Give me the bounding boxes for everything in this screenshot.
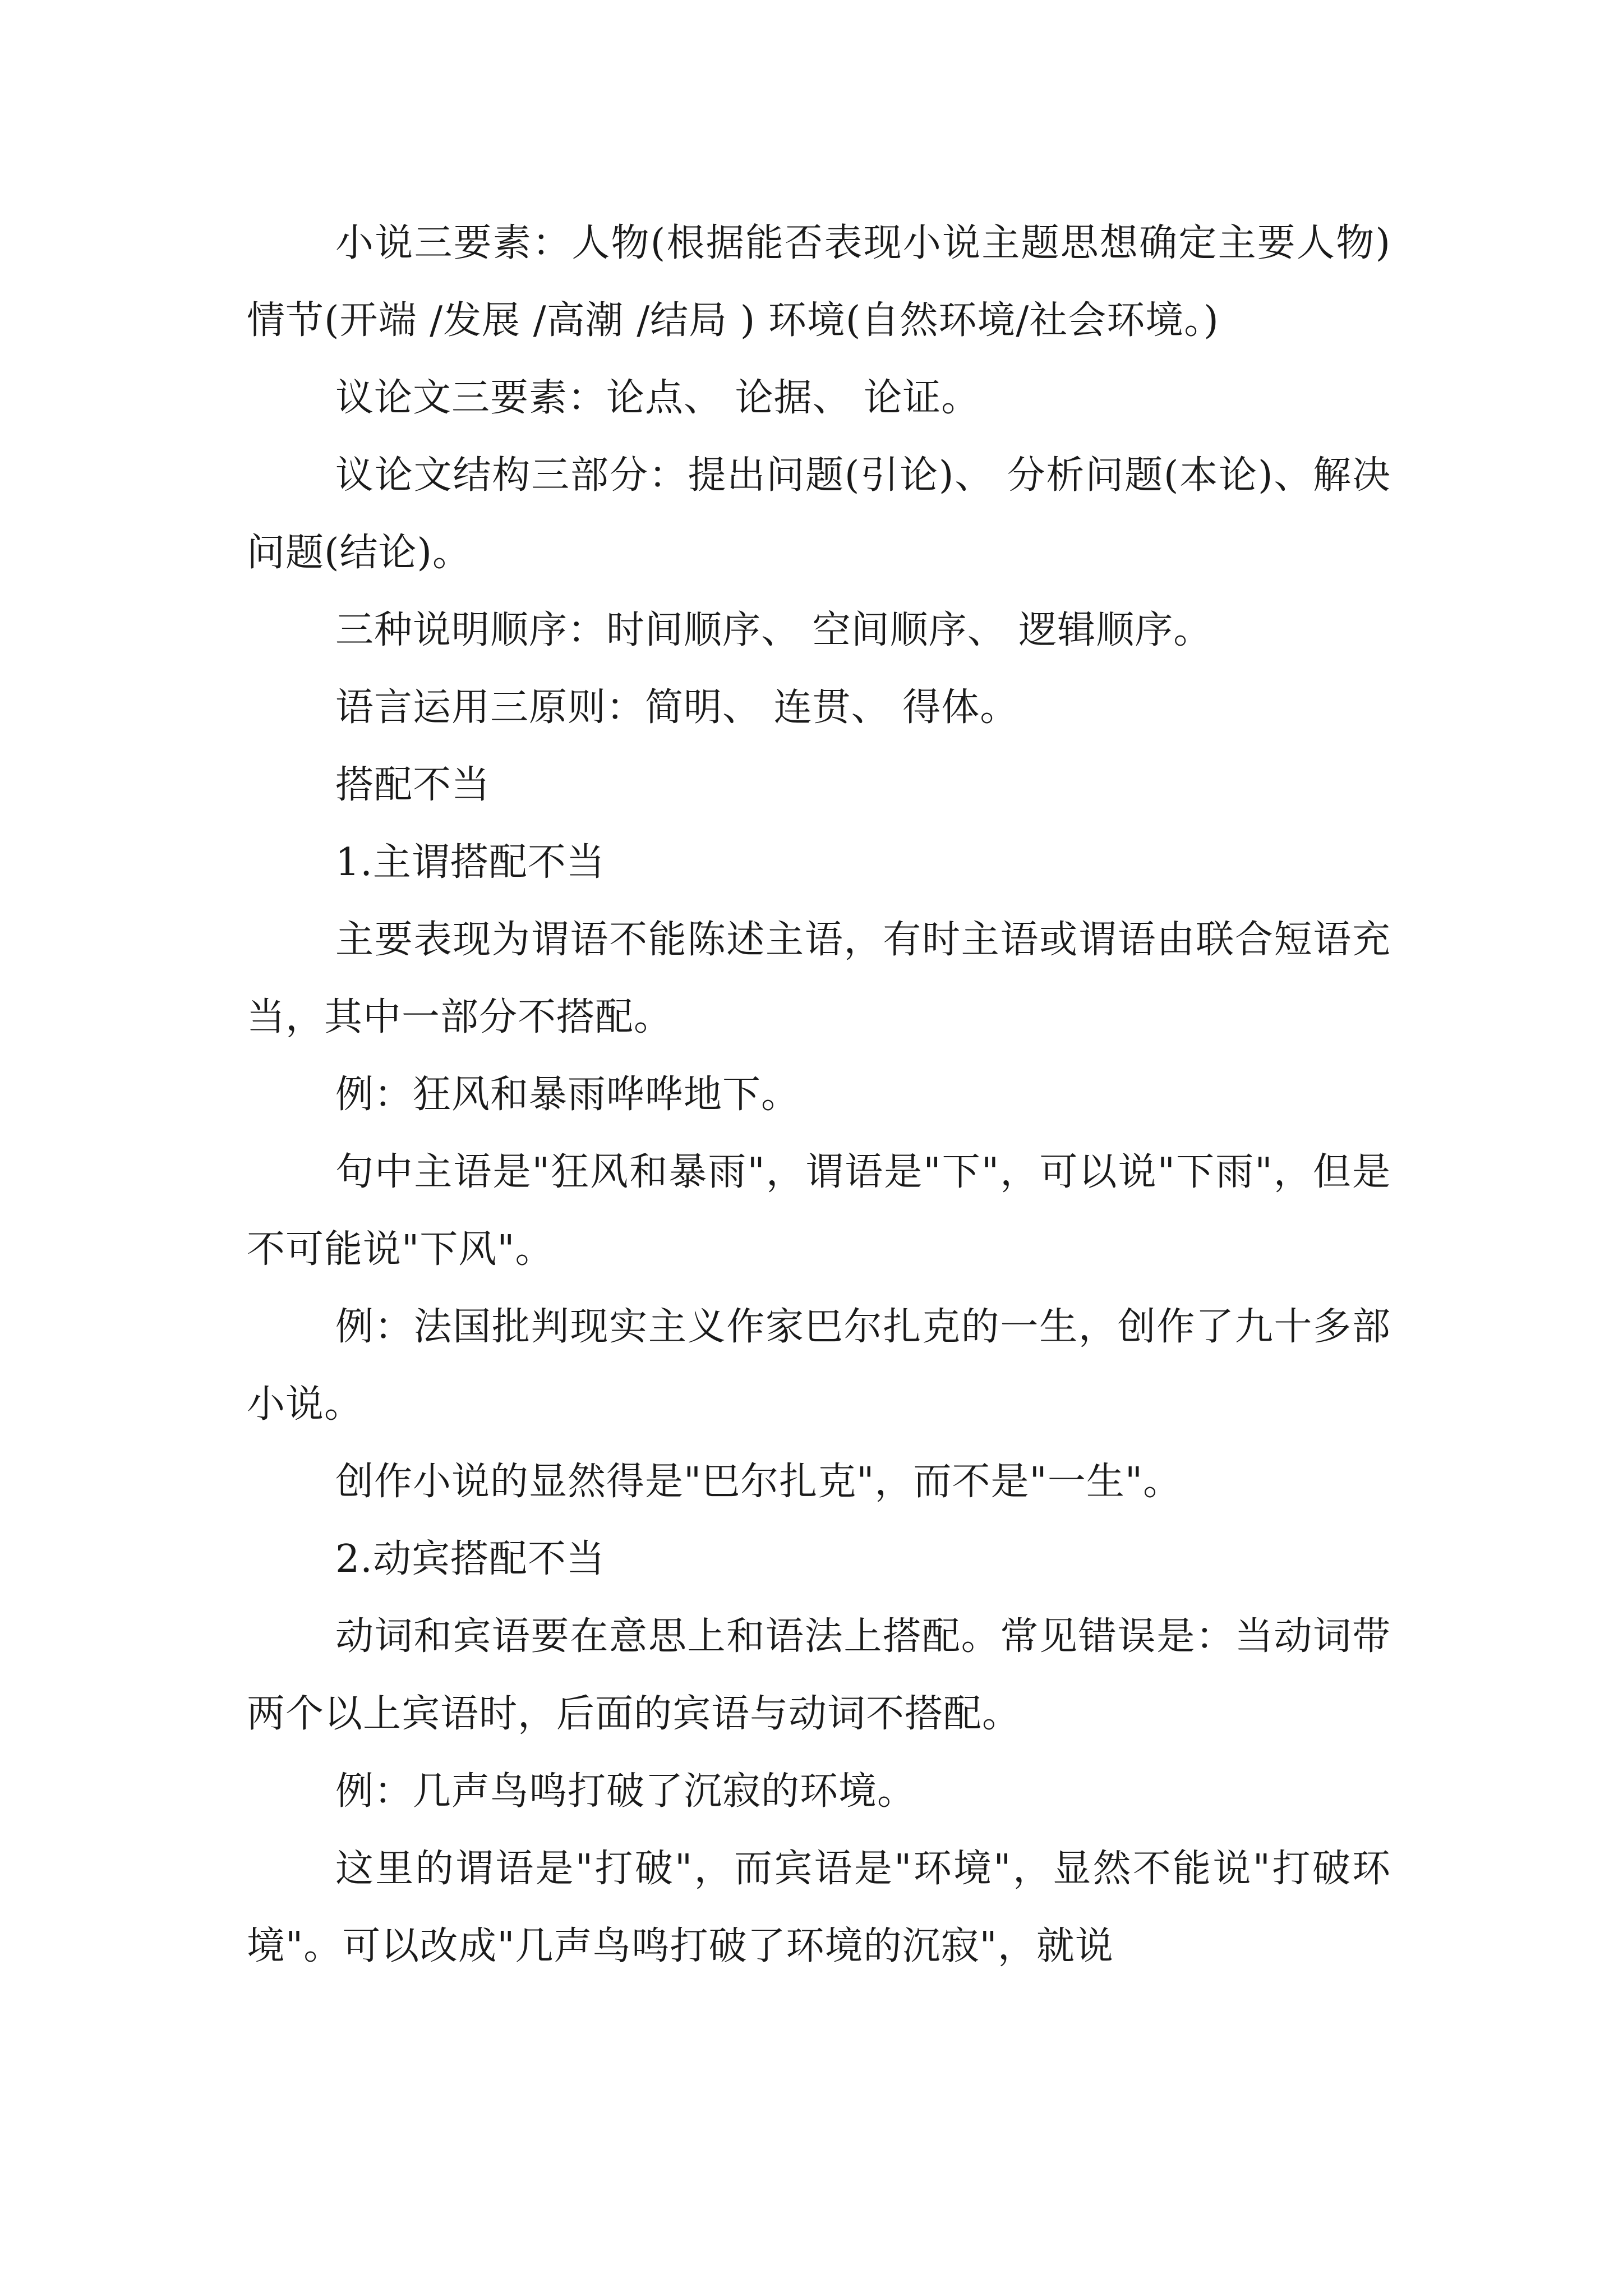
- subheading-subject-predicate: 1.主谓搭配不当: [335, 840, 605, 885]
- example-bird-calls: 例：几声鸟鸣打破了沉寂的环境。: [335, 1769, 916, 1814]
- document-body: [247, 205, 1391, 1985]
- paragraph-argument-elements: 议论文三要素：论点、 论据、 论证。: [335, 376, 980, 420]
- paragraph-language-principles: 语言运用三原则：简明、 连贯、 得体。: [335, 685, 1019, 730]
- paragraph-argument-structure: 议论文结构三部分：提出问题(引论)、 分析问题(本论)、解决问题(结论)。: [247, 453, 1391, 575]
- explanation-balzac: 创作小说的显然得是"巴尔扎克"，而不是"一生"。: [335, 1460, 1182, 1504]
- paragraph-verb-object-desc: 动词和宾语要在意思上和语法上搭配。常见错误是：当动词带两个以上宾语时，后面的宾语与动词不搭配。: [247, 1614, 1391, 1736]
- example-balzac: 例：法国批判现实主义作家巴尔扎克的一生，创作了九十多部小说。: [247, 1305, 1391, 1427]
- paragraph-explanation-order: 三种说明顺序：时间顺序、 空间顺序、 逻辑顺序。: [335, 608, 1212, 652]
- paragraph-novel-elements: 小说三要素：人物(根据能否表现小说主题思想确定主要人物)情节(开端 /发展 /高潮 /结局 ) 环境(自然环境/社会环境。): [247, 221, 1391, 343]
- example-wind-rain: 例：狂风和暴雨哗哗地下。: [335, 1073, 800, 1117]
- paragraph-subject-predicate-desc: 主要表现为谓语不能陈述主语，有时主语或谓语由联合短语充当，其中一部分不搭配。: [247, 918, 1391, 1039]
- subheading-verb-object: 2.动宾搭配不当: [335, 1537, 605, 1581]
- explanation-bird-calls: 这里的谓语是"打破"，而宾语是"环境"，显然不能说"打破环境"。可以改成"几声鸟鸣打破了环境的沉寂"，就说: [247, 1847, 1391, 1968]
- explanation-wind-rain: 句中主语是"狂风和暴雨"，谓语是"下"，可以说"下雨"，但是不可能说"下风"。: [247, 1150, 1391, 1272]
- section-heading-collocation: 搭配不当: [335, 763, 491, 807]
